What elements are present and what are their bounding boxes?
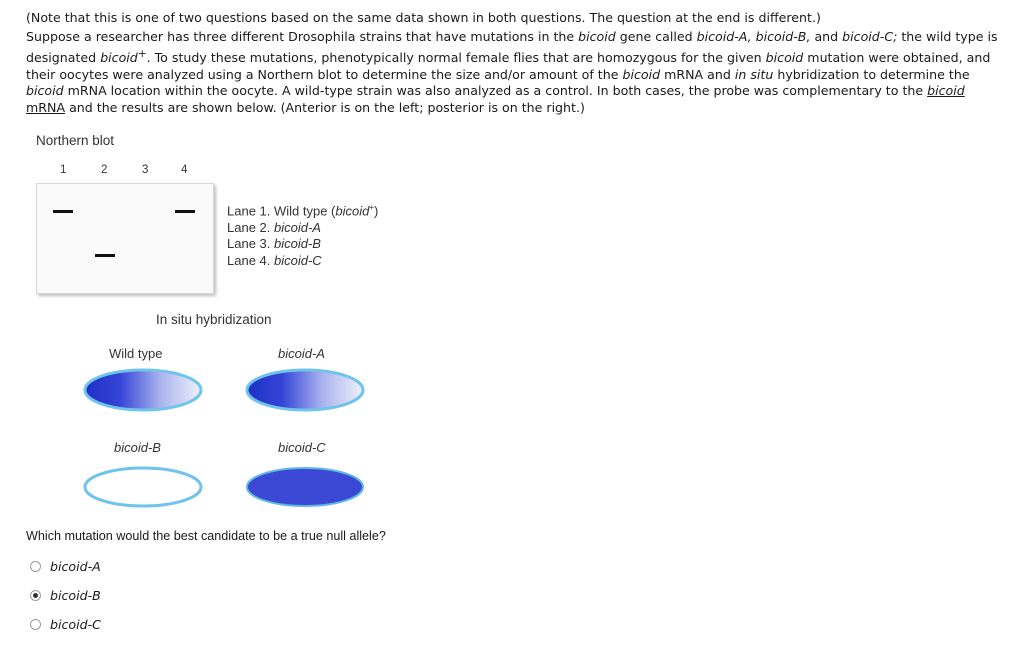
in-situ-title: In situ hybridization [156, 312, 272, 327]
oocyte-wild-type [78, 365, 208, 415]
radio-bicoid-a[interactable] [30, 561, 41, 572]
legend-lane-1: Lane 1. Wild type (bicoid+) [227, 203, 379, 219]
band-lane-1 [53, 210, 73, 213]
northern-blot-title: Northern blot [36, 133, 115, 148]
oocyte-bicoid-c [240, 462, 370, 512]
legend-lane-4: Lane 4. bicoid-C [227, 252, 322, 268]
question-intro [26, 10, 1001, 119]
option-label: bicoid-A [50, 559, 101, 574]
label-bicoid-a: bicoid-A [278, 346, 325, 361]
oocyte-bicoid-a [240, 365, 370, 415]
band-lane-4 [175, 210, 195, 213]
label-bicoid-c: bicoid-C [278, 440, 326, 455]
option-bicoid-c[interactable] [30, 617, 101, 632]
label-wild-type: Wild type [109, 346, 163, 361]
lane-number-2: 2 [101, 164, 108, 176]
option-label: bicoid-C [50, 617, 101, 632]
option-label: bicoid-B [50, 588, 101, 603]
band-lane-2 [95, 254, 115, 257]
option-bicoid-a[interactable] [30, 559, 101, 574]
label-bicoid-b: bicoid-B [114, 440, 161, 455]
northern-blot-gel [36, 183, 214, 294]
lane-number-4: 4 [181, 164, 188, 176]
legend-lane-2: Lane 2. bicoid-A [227, 219, 321, 235]
legend-lane-3: Lane 3. bicoid-B [227, 236, 321, 252]
option-bicoid-b[interactable] [30, 588, 101, 603]
question-prompt: Which mutation would the best candidate to be a true null allele? [26, 529, 386, 543]
lane-number-1: 1 [60, 164, 67, 176]
oocyte-bicoid-b [78, 462, 208, 512]
blot-legend [227, 200, 378, 269]
radio-bicoid-b[interactable] [30, 590, 41, 601]
intro-paragraph: Suppose a researcher has three different Drosophila strains that have mutations in the bicoid gene called bicoid-A, bicoid-B, and bicoid-C; the wild type is designated bicoid+. To study these mutations, phenotypically normal female flies that are homozygous for the given bicoid mutation were obtained, and their oocytes were analyzed using a Northern blot to determine the size and/or amount of the bicoid mRNA and in situ hybridization to determine the bicoid mRNA location within the oocyte. A wild-type strain was also analyzed as a control. In both cases, the probe was complementary to the bicoid mRNA and the results are shown below. (Anterior is on the left; posterior is on the right.) [26, 28, 998, 116]
radio-bicoid-c[interactable] [30, 619, 41, 630]
lane-number-3: 3 [142, 164, 149, 176]
intro-note: (Note that this is one of two questions based on the same data shown in both questions. The question at the end is different.) [26, 10, 821, 25]
